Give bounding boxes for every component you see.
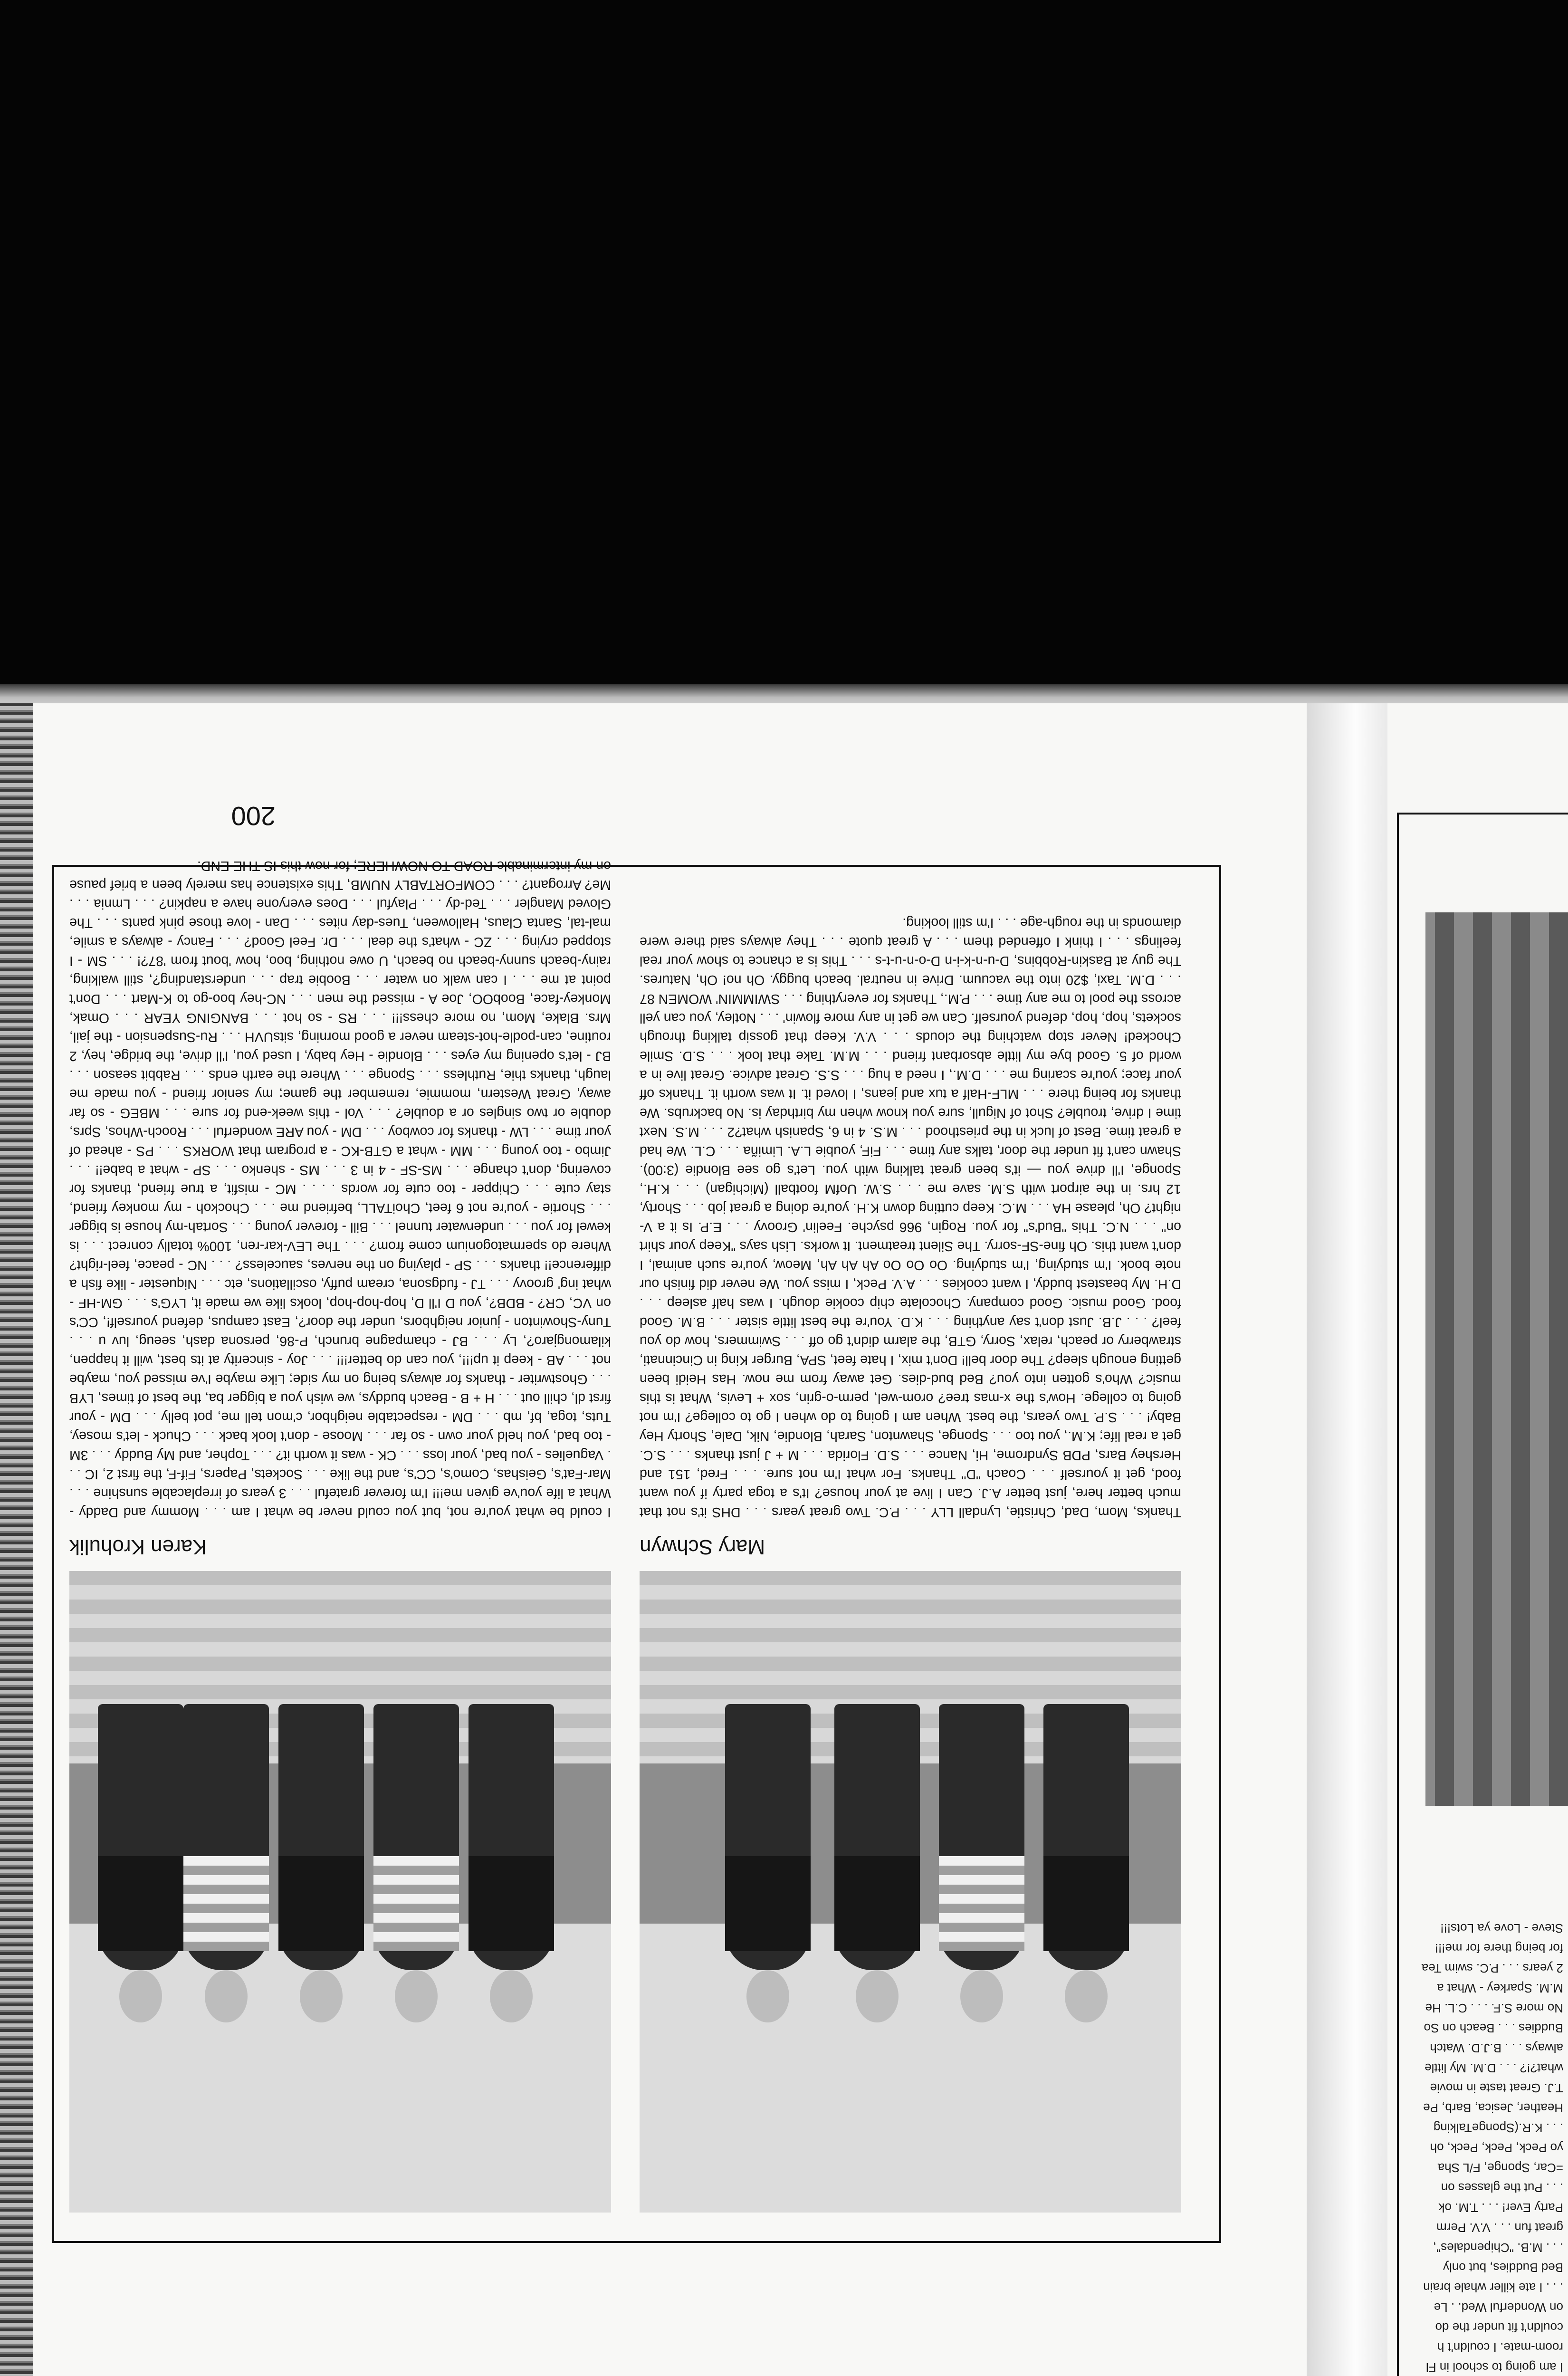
fragment-line: Buddies . . . Beach on So — [1424, 2021, 1563, 2035]
photo-person — [1043, 1704, 1129, 1970]
photo-person — [183, 1704, 269, 1970]
fragment-line: 2 years . . . P.C. swim Tea — [1421, 1961, 1563, 1975]
photo-person — [373, 1704, 459, 1970]
fragment-line: for being there for me!!! — [1434, 1941, 1563, 1955]
senior-name-caption: Mary Schwyn — [640, 1535, 765, 1559]
photo-person — [725, 1704, 811, 1970]
page-content-frame — [52, 858, 1221, 2243]
fragment-line: . . . K.R.(SpongeTalking — [1433, 2121, 1563, 2135]
fragment-line: couldn't fit under the do — [1435, 2320, 1563, 2335]
fragment-line: Steve - Love ya Lots!!! — [1440, 1921, 1563, 1935]
previous-page-text — [1421, 1917, 1563, 2376]
previous-page-fragment — [1387, 703, 1568, 2376]
fragment-line: what?!? . . . D.M. My little — [1425, 2061, 1563, 2075]
fragment-line: . . . Put the glasses on — [1441, 2181, 1563, 2195]
page-number: 200 — [231, 801, 276, 831]
senior-column-karen — [69, 856, 611, 2213]
fragment-line: =Car, Sponge, F/L Sha — [1437, 2161, 1563, 2175]
photo-person — [278, 1704, 364, 1970]
book-gutter — [1307, 703, 1387, 2376]
previous-page-photo — [1425, 912, 1568, 1806]
fragment-line: M.M. Sparkey - What a — [1437, 1981, 1563, 1995]
fragment-line: on Wonderful Wed. . Le — [1434, 2300, 1563, 2315]
fragment-line: . . . I ate killer whale brain — [1423, 2280, 1563, 2295]
photo-person — [939, 1704, 1024, 1970]
senior-message-text: I could be what you're not, but you could never be what I am . . . Mommy and Daddy - What a life you've given me!!! I'm forever grateful . . . 3 years of irreplacable sunshine . . . Mar-Fat's, Geishas, Como's, CC's, and the like . . . Sockets, Papers, Fif-F, the first 2, IC . . . Vaguelies - you bad, your loss . . . CK - was it worth it? . . . Topher, and My Buddy . . . 3M - too bad, you held your own - so far . . . Moose - don't look back . . . Chuck - let's mosey, Tuts, toga, bf, mb . . . DM - respectable neighbor, c'mon tell me, pot belly . . . DM - your first dl, chill out . . . H + B - Beach buddys, we wish you a bigger ba, the best of times, LYB . . . Ghostwriter - thanks for always being on my side; Like maybe I've missed you, maybe not . . . AB - keep it up!!!, you can do better!!! . . . Joy - sincerity at its best, will it happen, kilamongjaro?, Ly . . . BJ - champagne brunch, P-86, persona dash, seeug, luv u . . . Tuny-Showinton - junior neighbors, under the door?, East campus, defend yourself!, CC's on VC, CR? - BDB?, you D I'll D, hop-hop-hop, looks like we made it, LYG's . . . GM-HF - what ing' groovy . . . TJ - fudgsona, cream puffy, oscillations, etc . . . Niquester - like fish a difference!! thanks . . . SP - playing on the nerves, sauceless? . . . NC - peace, feel-right? Where do spermatogonium come from? . . . The LEV-kar-ren, 100% totally conrect . . . is kewel for you . . . underwater tunnel . . . Bill - forever young . . . Sortah-my house is bigger . . . Shortie - you're not 6 feet, ChoiTALL, befriend me . . . Chockoh - my monkey friend, stay cute . . . Chipper - too cute for words . . . . MC - misfit, a true friend, thanks for covering, don't change . . . MS-SF - 4 in 3 . . . MS - shenko . . . SP - what a babe!! . . . Jimbo - too young . . . MM - what a GTB-KC - a program that WORKS . . . PS - ahead of your time . . . LW - thanks for cowboy . . . DM - you ARE wonderful . . . Rooch-Whos, Sprs, double or two singles or a double? . . . Vol - this week-end for sure . . . MBEG - so far away, Great Western, mommie, remember the game; my senior friend - you made me laugh, thanks thie, Ruthless . . . Sponge . . . Where the earth ends . . . Rabbit season . . . BJ - let's opening my eyes . . . Blondie - Hey baby, I used you, I'll drive, the bridge, hey, 2 routine, can-podle-hot-steam never a good morning, sitsUVH . . . Ru-Suspension - the jail, Mrs. Blake, Mom, no more chess!!! . . . RS - so hot . . . BANGING YEAR . . . Omak, Monkey-face, BoobOO, Joe A - missed the men . . . NC-hey boo-go to K-Mart . . . Don't point at me . . . I can walk on water . . . Boobie trap . . . understanding?, still walking, rainy-beach sunny-beach no beach, U owe nothing, boo, how 'bout from '87?! . . . SM - I stopped crying . . . ZC - what's the deal . . . Dr. Feel Good? . . . Fancy - always a smile, mal-tal, Santa Claus, Halloween, Tues-day nites . . . Dan - love those pink pants . . . The Gloved Mangler . . . Ted-dy . . . Playful . . . Does everyone have a napkin? . . . Lmnia . . . Me? Arrogant? . . . COMFORTABLY NUMB, This existence has merely been a brief pause on my interminable ROAD TO NOWHERE; for now this IS THE END. — [69, 858, 611, 1520]
senior-column-mary — [640, 913, 1181, 2213]
senior-name-caption: Karen Krohulik — [69, 1535, 207, 1559]
fragment-line: No more S.F. . . . C.L. He — [1425, 2001, 1563, 2015]
senior-message-text: Thanks, Mom, Dad, Christie, Lyndall LLY . . . P.C. Two great years . . . DHS it's not that much better here, just better A.J. Can I live at your house? It's a toga party if you want food, get it yourself . . . Coach "D" Thanks. For what I'm not sure. . . . Fred, 151 and Hershey Bars, PDB Syndrome, Hi, Nance . . . S.D. Florida . . . M + J just thanks . . . S.C. get a real life; K.M., you too . . . Sponge, Shawnton, Sarah, Blondie, Nik, Dale, Shorty Hey Baby! . . . S.P. Two years, the best. When am I going to do when I go to college? I'm not going to college. How's the x-mas tree? orom-wel, perm-o-grin, sox + Levis, What is this music? Who's gotten into you? Bed bud-dies. Get away from me now. Has Heidi been getting enough sleep? The door bell! Don't mix, I hate feet, SPA, Burger King in Cincinnati, strawberry or peach, relax, Sorry, GTB, the alarm didn't go off . . . Swimmers, how do you feel? . . . J.B. Just don't say anything . . . K.D. You're the best little sister . . . B.M. Good food. Good music. Good company. Chocolate chip cookie dough. I was half asleep . . . D.H. My beastest buddy, I want cookies . . . A.V. Peck, I miss you. We never did finish our note book. I'm studying, I'm studying. Oo Oo Oo Ah Ah Ah, Meow, you're such animal, I don't want this. Oh fine-SF-sorry. The Silent treatment. It works. Lish says "Keep your shirt on" . . . N.C. This "Bud's" for you. Rogin, 966 psyche. Feelin' Groovy . . . E.P. Is it a V-night? Oh, please HA . . . M.C. Keep cutting down K.H. you're doing a great job . . . Shorty, 12 hrs. in the airport with S.M. save me . . . S.W. UofM football (Michigan) . . . K.H., Sponge, I'll drive you — it's been great talking with you. Let's go see Blondie (3:00). Shawn can't fit under the door, talks any time . . . FiF, youbie L.A. Limiña . . . C.L. We had a great time. Best of luck in the priesthood . . . M.S. 4 in 6, Spanish what?2 . . . M.S. Next time I drive, trouble? Shot of Nigull, sure you know when my birthday is. No backrubs. We thanks for being there . . . MLF-Half a tux and jeans, I loved it. It was worth it. Thanks off your face; you're scaring me . . . D.M., I need a hug . . . S.S. Great advice. Great live in a world of 5. Good bye my little absorbant friend . . . M.M. Take that look . . . S.D. Smile Chocked! Never stop watching the clouds . . . V.V. Keep that gossip talking through sockets, hop, hop, defend yourself. Can we get in any more flowin' . . . Notley, you can yell across the pool to me any time . . . P.M., Thanks for everything . . . SWIMMIN' WOMEN 87 . . . D.M. Taxi, $20 into the vacuum. Drive in neutral. beach buggy. Oh no! Oh, Natures. The guy at Baskin-Robbins, D-u-n-k-i-n D-o-n-u-t-s . . . This is a chance to show your real feelings . . . I think I offended them . . . A great quote . . . They always said there were diamonds in the rough-age . . . I'm still looking. — [640, 915, 1181, 1520]
fragment-line: Bed Buddies, but only — [1443, 2261, 1563, 2275]
yearbook-page — [33, 703, 1307, 2376]
photo-person — [834, 1704, 920, 1970]
photo-person — [98, 1704, 183, 1970]
poolside-photo — [69, 1571, 611, 2213]
fragment-line: always . . . B.J.D. Watch — [1430, 2041, 1563, 2055]
fragment-line: Party Ever! . . . T.M. ok — [1438, 2201, 1563, 2215]
photo-person — [468, 1704, 554, 1970]
page-edge-stack — [0, 703, 33, 2376]
yearbook-spread-rotated — [0, 703, 1568, 2376]
swim-team-photo — [640, 1571, 1181, 2213]
fragment-line: yo Peck, Peck, Peck, oh — [1430, 2141, 1563, 2155]
scanner-background — [0, 0, 1568, 703]
fragment-line: I am going to school in Fl — [1425, 2360, 1563, 2375]
fragment-line: great fun . . . V.V. Perm — [1436, 2221, 1563, 2235]
fragment-line: Heather, Jesica, Barb, Pe — [1423, 2101, 1563, 2115]
fragment-line: . . . M.B. "Chipendales", — [1433, 2241, 1563, 2255]
fragment-line: T.J. Great taste in movie — [1430, 2081, 1563, 2095]
fragment-line: room-mate. I couldn't h — [1437, 2340, 1563, 2355]
